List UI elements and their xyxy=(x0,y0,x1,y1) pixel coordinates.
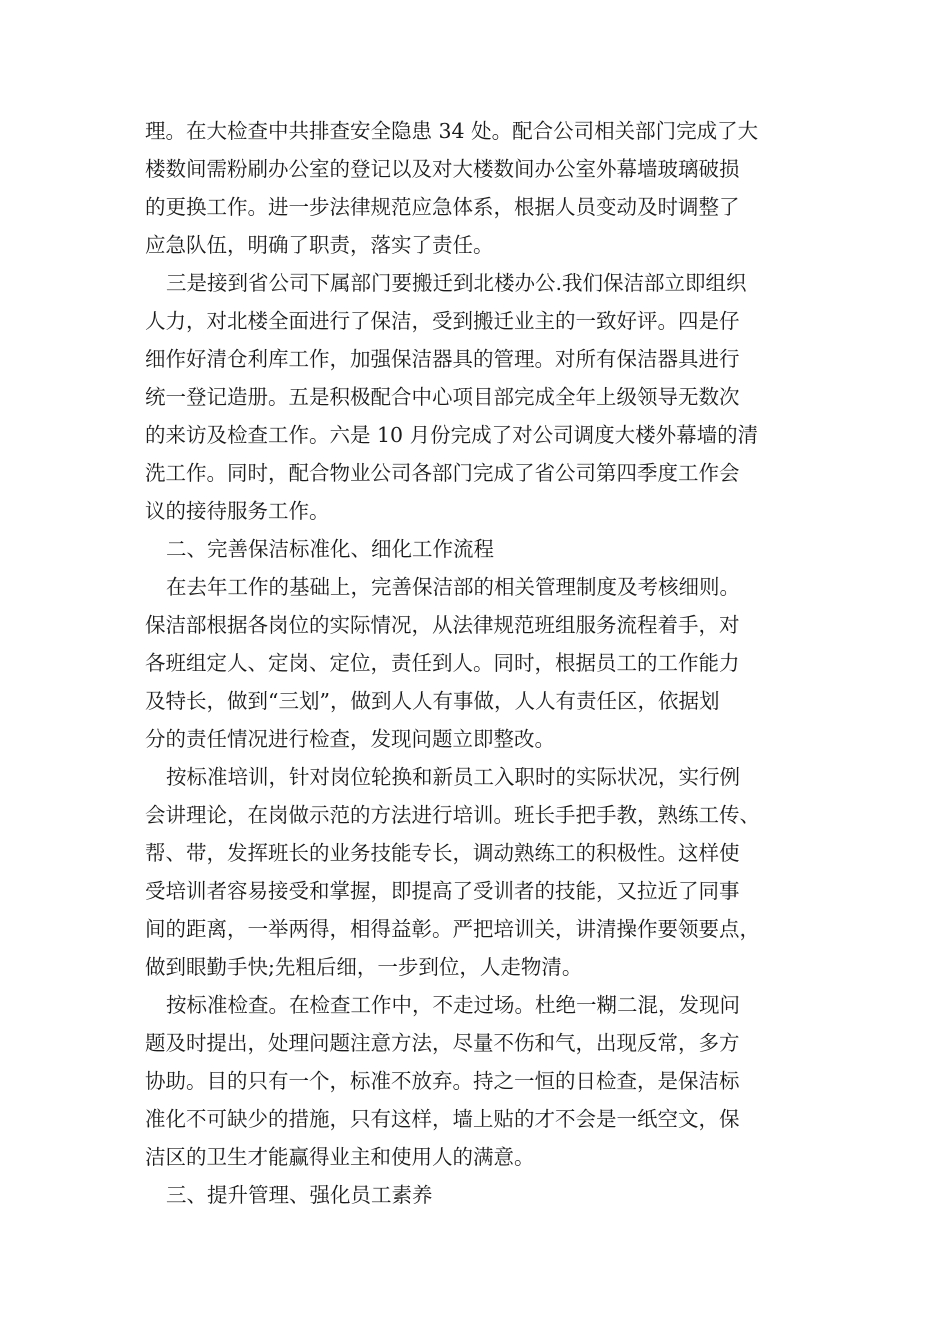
text-line: 分的责任情况进行检查，发现问题立即整改。 xyxy=(145,727,555,751)
text-line: 按标准检查。在检查工作中，不走过场。杜绝一糊二混，发现问 xyxy=(166,993,740,1017)
text-line: 准化不可缺少的措施，只有这样，墙上贴的才不会是一纸空文，保 xyxy=(145,1107,740,1131)
text-line: 受培训者容易接受和掌握，即提高了受训者的技能，又拉近了同事 xyxy=(145,879,740,903)
text-line: 做到眼勤手快;先粗后细，一步到位，人走物清。 xyxy=(145,955,583,979)
heading-text: 二、完善保洁标准化、细化工作流程 xyxy=(166,537,494,561)
paragraph-standard-training xyxy=(145,758,815,986)
text-line: 议的接待服务工作。 xyxy=(145,499,330,523)
text-line: 题及时提出，处理问题注意方法，尽量不伤和气，出现反常，多方 xyxy=(145,1031,740,1055)
text-line: 及特长，做到“三划”，做到人人有事做，人人有责任区，依据划 xyxy=(145,689,720,713)
text-line: 统一登记造册。五是积极配合中心项目部完成全年上级领导无数次 xyxy=(145,385,740,409)
text-line: 在去年工作的基础上，完善保洁部的相关管理制度及考核细则。 xyxy=(166,575,740,599)
text-line: 人力，对北楼全面进行了保洁，受到搬迁业主的一致好评。四是仔 xyxy=(145,309,740,333)
document-page xyxy=(145,112,815,1214)
text-line: 应急队伍，明确了职责，落实了责任。 xyxy=(145,233,494,257)
text-line: 三是接到省公司下属部门要搬迁到北楼办公.我们保洁部立即组织 xyxy=(166,271,747,295)
text-line: 保洁部根据各岗位的实际情况，从法律规范班组服务流程着手，对 xyxy=(145,613,740,637)
heading-text: 三、提升管理、强化员工素养 xyxy=(166,1183,433,1207)
paragraph-standard-inspection xyxy=(145,986,815,1176)
section-heading-3 xyxy=(145,1176,815,1214)
text-line: 间的距离，一举两得，相得益彰。严把培训关，讲清操作要领要点， xyxy=(145,917,760,941)
paragraph-north-building-cleaning xyxy=(145,264,815,530)
text-line: 的更换工作。进一步法律规范应急体系，根据人员变动及时调整了 xyxy=(145,195,740,219)
text-line: 洗工作。同时，配合物业公司各部门完成了省公司第四季度工作会 xyxy=(145,461,740,485)
text-line: 的来访及检查工作。六是 10 月份完成了对公司调度大楼外幕墙的清 xyxy=(145,423,759,447)
text-line: 帮、带，发挥班长的业务技能专长，调动熟练工的积极性。这样使 xyxy=(145,841,740,865)
text-line: 楼数间需粉刷办公室的登记以及对大楼数间办公室外幕墙玻璃破损 xyxy=(145,157,740,181)
text-line: 洁区的卫生才能赢得业主和使用人的满意。 xyxy=(145,1145,535,1169)
text-line: 细作好清仓利库工作，加强保洁器具的管理。对所有保洁器具进行 xyxy=(145,347,740,371)
text-line: 理。在大检查中共排查安全隐患 34 处。配合公司相关部门完成了大 xyxy=(145,119,759,143)
section-heading-2 xyxy=(145,530,815,568)
text-line: 按标准培训，针对岗位轮换和新员工入职时的实际状况，实行例 xyxy=(166,765,740,789)
text-line: 各班组定人、定岗、定位，责任到人。同时，根据员工的工作能力 xyxy=(145,651,740,675)
text-line: 会讲理论，在岗做示范的方法进行培训。班长手把手教，熟练工传、 xyxy=(145,803,760,827)
text-line: 协助。目的只有一个，标准不放弃。持之一恒的日检查，是保洁标 xyxy=(145,1069,740,1093)
paragraph-management-system xyxy=(145,568,815,758)
paragraph-hidden-danger-check xyxy=(145,112,815,264)
